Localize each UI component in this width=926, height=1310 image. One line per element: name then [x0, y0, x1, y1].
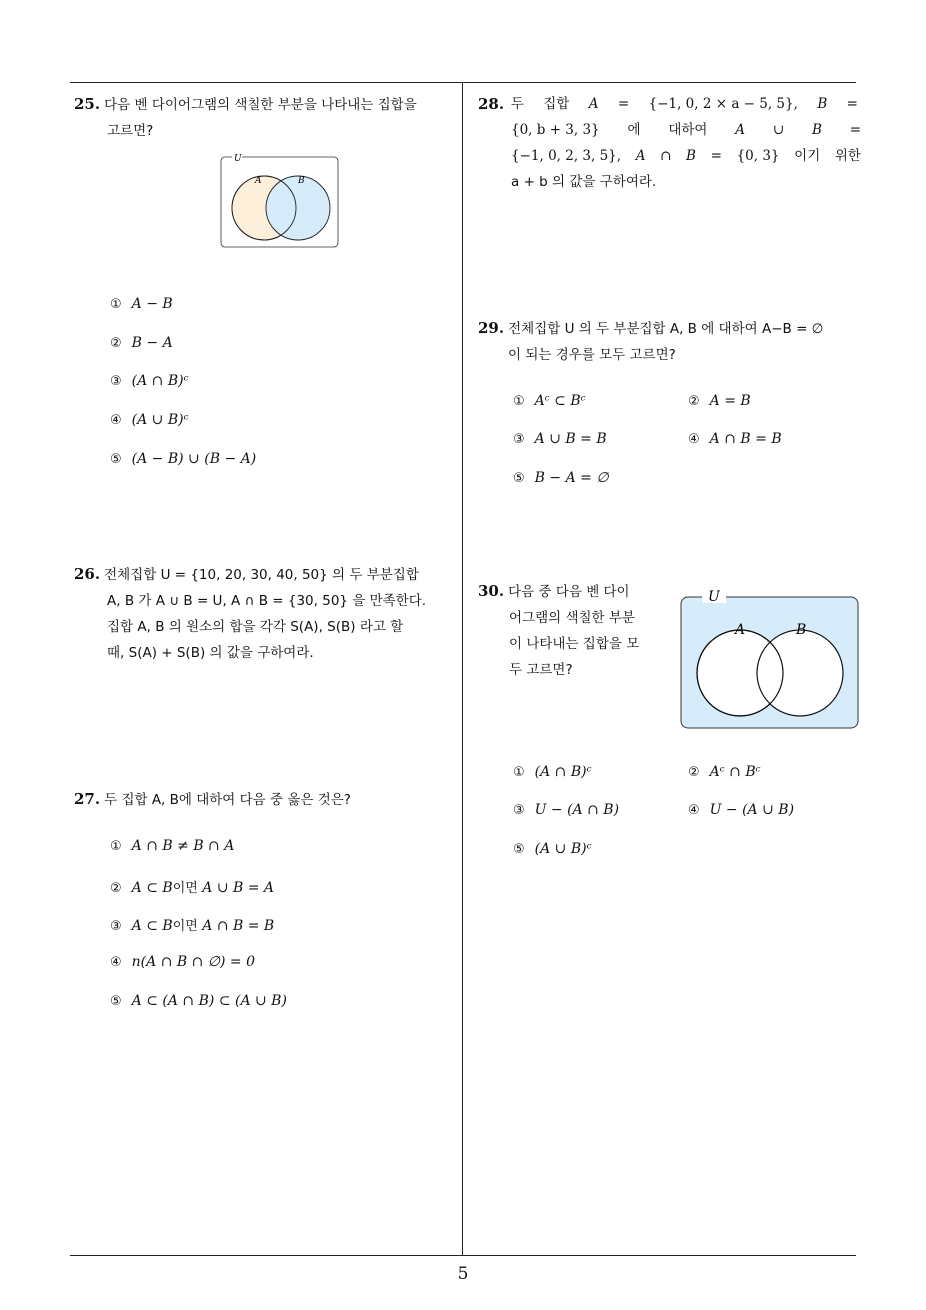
- choice-mark: ②: [110, 881, 122, 896]
- question-text-line: [478, 117, 861, 143]
- question-text: 전체집합 U 의 두 부분집합 A, B 에 대하여 A−B = ∅: [508, 321, 824, 337]
- top-rule: [70, 82, 856, 83]
- choice-mark: ⑤: [110, 994, 122, 1009]
- question-28: [478, 91, 861, 195]
- word: A: [588, 96, 599, 112]
- choice-mark: ③: [513, 432, 525, 447]
- word: A: [735, 122, 746, 138]
- choice-mark: ①: [513, 394, 525, 409]
- choice-5[interactable]: [110, 451, 256, 467]
- choice-5[interactable]: [513, 470, 609, 486]
- choice-2[interactable]: [688, 764, 761, 780]
- choice-text: (A − B) ∪ (B − A): [131, 451, 257, 467]
- word: {0, b + 3, 3}: [511, 122, 600, 138]
- choice-3[interactable]: [513, 802, 619, 818]
- word: =: [710, 148, 722, 164]
- choice-text: A ⊂ B: [131, 918, 173, 934]
- question-text: 전체집합 U = {10, 20, 30, 40, 50} 의 두 부분집합: [104, 567, 419, 583]
- choice-text: Aᶜ ⊂ Bᶜ: [534, 393, 586, 409]
- word: B: [817, 96, 828, 112]
- choice-text: A ∪ B = A: [202, 880, 275, 896]
- choice-text: (A ∩ B)ᶜ: [534, 764, 592, 780]
- choice-3[interactable]: [110, 915, 274, 934]
- choice-text: B − A: [131, 335, 173, 351]
- page-number: 5: [457, 1264, 469, 1284]
- choice-1[interactable]: [110, 296, 173, 312]
- word: {0, 3}: [736, 148, 780, 164]
- choice-text: A ∩ B = B: [202, 918, 275, 934]
- question-text: a + b 의 값을 구하여라.: [511, 174, 657, 190]
- choice-2[interactable]: [110, 335, 173, 351]
- word: B: [811, 122, 822, 138]
- choice-text: n(A ∩ B ∩ ∅) = 0: [131, 954, 255, 970]
- choice-mark: ④: [110, 955, 122, 970]
- choice-text: 이면: [172, 919, 198, 934]
- a-label: A: [255, 176, 262, 186]
- word: {−1, 0, 2, 3, 5},: [511, 148, 622, 164]
- choice-mark: ④: [688, 803, 700, 818]
- choice-1[interactable]: [513, 393, 586, 409]
- choice-1[interactable]: [513, 764, 592, 780]
- choice-text: (A ∪ B)ᶜ: [131, 412, 189, 428]
- question-number: 26.: [74, 565, 101, 583]
- choice-text: A ∩ B ≠ B ∩ A: [131, 838, 235, 854]
- choice-mark: ①: [110, 297, 122, 312]
- question-text: 고르면?: [107, 123, 154, 139]
- choice-2[interactable]: [110, 877, 274, 896]
- b-label: B: [796, 622, 807, 638]
- choice-mark: ④: [110, 413, 122, 428]
- choice-mark: ③: [110, 374, 122, 389]
- choice-text: U − (A ∩ B): [534, 802, 620, 818]
- question-number: 27.: [74, 790, 101, 808]
- choice-4[interactable]: [110, 412, 189, 428]
- word: 두: [510, 96, 524, 112]
- word: ∪: [772, 122, 785, 138]
- choice-5[interactable]: [513, 841, 592, 857]
- choice-text: B − A = ∅: [534, 470, 609, 486]
- word: =: [846, 96, 858, 112]
- question-30: [478, 578, 639, 683]
- question-text-line: [511, 91, 858, 117]
- word: {−1, 0, 2 × a − 5, 5},: [648, 96, 798, 112]
- choice-text: (A ∩ B)ᶜ: [131, 373, 189, 389]
- word: ∩: [660, 148, 672, 164]
- choice-text: U − (A ∪ B): [709, 802, 795, 818]
- choice-mark: ⑤: [513, 842, 525, 857]
- choice-text: A ∪ B = B: [534, 431, 607, 447]
- choice-text: 이면: [172, 881, 198, 896]
- choice-mark: ②: [110, 336, 122, 351]
- question-text: A, B 가 A ∪ B = U, A ∩ B = {30, 50} 을 만족한다.: [107, 593, 427, 609]
- question-27: [74, 786, 351, 813]
- question-text-line: [478, 143, 861, 169]
- choice-mark: ①: [110, 839, 122, 854]
- choice-3[interactable]: [110, 373, 189, 389]
- question-text: 이 되는 경우를 모두 고르면?: [508, 347, 676, 363]
- choice-4[interactable]: [688, 802, 794, 818]
- venn-diagram-25: [218, 150, 342, 252]
- word: =: [617, 96, 630, 112]
- choice-mark: ③: [513, 803, 525, 818]
- choice-text: A ∩ B = B: [709, 431, 782, 447]
- column-divider: [462, 82, 463, 1256]
- question-text: 다음 벤 다이어그램의 색칠한 부분을 나타내는 집합을: [104, 97, 417, 113]
- choice-5[interactable]: [110, 993, 287, 1009]
- choice-text: A ⊂ B: [131, 880, 173, 896]
- question-text: 때, S(A) + S(B) 의 값을 구하여라.: [107, 645, 314, 661]
- u-label: U: [234, 154, 242, 164]
- choice-text: A − B: [131, 296, 173, 312]
- choice-4[interactable]: [110, 954, 255, 970]
- choice-mark: ④: [688, 432, 700, 447]
- question-text: 이 나타내는 집합을 모: [509, 636, 640, 652]
- u-label: U: [708, 589, 720, 605]
- word: 이기: [794, 148, 821, 164]
- venn-diagram-30: [678, 586, 862, 732]
- question-text: 두 고르면?: [509, 662, 573, 678]
- choice-mark: ③: [110, 919, 122, 934]
- question-25: [74, 91, 417, 144]
- bottom-rule: [70, 1255, 856, 1256]
- question-text: 어그램의 색칠한 부분: [509, 610, 635, 626]
- word: 집합: [543, 96, 570, 112]
- choice-2[interactable]: [688, 393, 751, 409]
- word: 대하여: [668, 122, 708, 138]
- word: A: [635, 148, 646, 164]
- question-number: 28.: [478, 95, 505, 113]
- question-text: 두 집합 A, B에 대하여 다음 중 옳은 것은?: [104, 792, 351, 808]
- question-text: 다음 중 다음 벤 다이: [508, 584, 630, 600]
- choice-mark: ①: [513, 765, 525, 780]
- choice-1[interactable]: [110, 838, 234, 854]
- question-26: [74, 561, 426, 666]
- choice-mark: ②: [688, 765, 700, 780]
- choice-3[interactable]: [513, 431, 607, 447]
- choice-text: Aᶜ ∩ Bᶜ: [709, 764, 761, 780]
- choice-text: A ⊂ (A ∩ B) ⊂ (A ∪ B): [131, 993, 287, 1009]
- choice-mark: ⑤: [513, 471, 525, 486]
- choice-text: A = B: [709, 393, 751, 409]
- word: 위한: [834, 148, 861, 164]
- choice-mark: ⑤: [110, 452, 122, 467]
- a-label: A: [735, 622, 746, 638]
- question-number: 25.: [74, 95, 101, 113]
- word: =: [849, 122, 861, 138]
- choice-4[interactable]: [688, 431, 782, 447]
- choice-mark: ②: [688, 394, 700, 409]
- choice-text: (A ∪ B)ᶜ: [534, 841, 592, 857]
- word: 에: [627, 122, 641, 138]
- question-text: 집합 A, B 의 원소의 합을 각각 S(A), S(B) 라고 할: [107, 619, 404, 635]
- b-label: B: [298, 176, 305, 186]
- question-29: [478, 315, 823, 368]
- word: B: [686, 148, 696, 164]
- question-number: 30.: [478, 582, 505, 600]
- question-number: 29.: [478, 319, 505, 337]
